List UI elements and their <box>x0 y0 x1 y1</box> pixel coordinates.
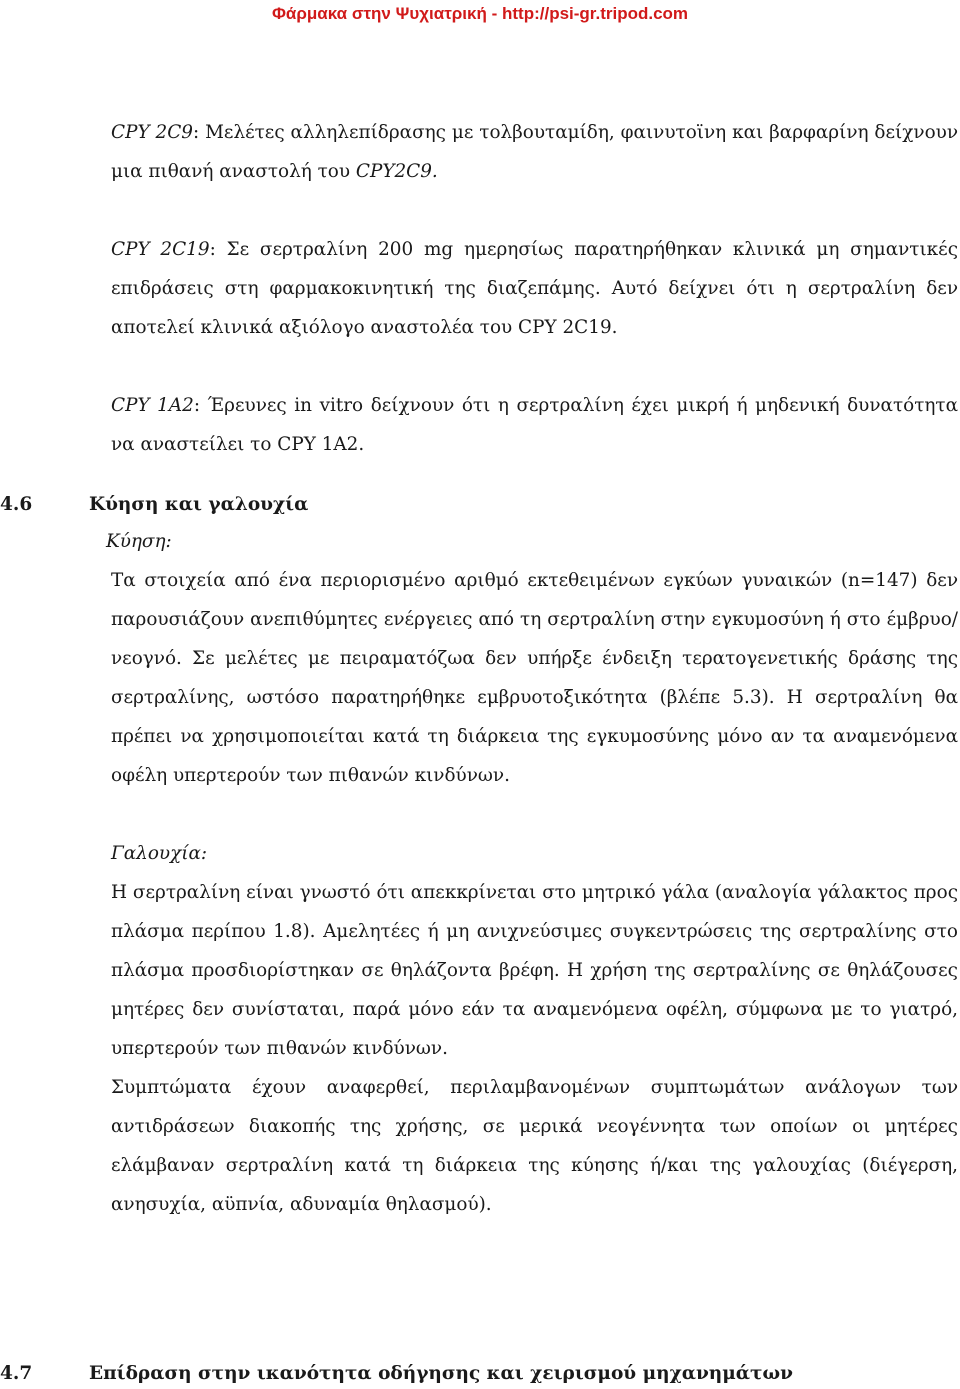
section-4-6 <box>0 494 958 1224</box>
section-4-6-heading <box>0 494 958 522</box>
pregnancy-label: Κύηση: <box>106 531 172 552</box>
document-body <box>0 113 959 1224</box>
lactation-paragraph: Η σερτραλίνη είναι γνωστό ότι απεκκρίνεται στο μητρικό γάλα (αναλογία γάλακτος προς πλάσμα περίπου 1.8). Αμελητέες ή μη ανιχνεύσιμες συγκεντρώσεις της σερτραλίνης στο πλάσμα προσδιορίστηκαν σε θηλάζοντα βρέφη. Η χρήση της σερτραλίνης σε θηλάζουσες μητέρες δεν συνίσταται, παρά μόνο εάν τα αναμενόμενα οφέλη, σύμφωνα με το γιατρό, υπερτερούν των πιθανών κινδύνων. <box>111 882 958 1059</box>
cyp1a2-label: CPY 1A2 <box>111 395 194 416</box>
section-4-6-number: 4.6 <box>0 494 33 515</box>
cyp2c19-label: CPY 2C19 <box>111 239 210 260</box>
cyp1a2-text: : Έρευνες in vitro δείχνουν ότι η σερτραλίνη έχει μικρή ή μηδενική δυνατότητα να αναστείλει το CPY 1A2. <box>111 395 958 455</box>
section-4-7-number: 4.7 <box>0 1363 33 1384</box>
cyp2c9-paragraph <box>111 113 958 191</box>
cyp2c9-text: : Μελέτες αλληλεπίδρασης με τολβουταμίδη, φαινυτοϊνη και βαρφαρίνη δείχνουν μια πιθανή αναστολή του <box>111 122 958 182</box>
section-4-7-title: Επίδραση στην ικανότητα οδήγησης και χειρισμού μηχανημάτων <box>89 1363 793 1384</box>
cyp1a2-paragraph <box>111 386 958 464</box>
pregnancy-paragraph: Τα στοιχεία από ένα περιορισμένο αριθμό εκτεθειμένων εγκύων γυναικών (n=147) δεν παρουσιάζουν ανεπιθύμητες ενέργειες από τη σερτραλίνη στην εγκυμοσύνη ή στο έμβρυο/νεογνό. Σε μελέτες με πειραματόζωα δεν υπήρξε ένδειξη τερατογενετικής δράσης της σερτραλίνης, ωστόσο παρατηρήθηκε εμβρυοτοξικότητα (βλέπε 5.3). Η σερτραλίνη θα πρέπει να χρησιμοποιείται κατά τη διάρκεια της εγκυμοσύνης μόνο αν τα αναμενόμενα οφέλη υπερτερούν των πιθανών κινδύνων. <box>111 570 958 786</box>
page-header: Φάρμακα στην Ψυχιατρική - http://psi-gr.tripod.com <box>271 4 689 23</box>
symptoms-paragraph: Συμπτώματα έχουν αναφερθεί, περιλαμβανομένων συμπτωμάτων ανάλογων των αντιδράσεων διακοπής της χρήσης, σε μερικά νεογέννητα των οποίων οι μητέρες ελάμβαναν σερτραλίνη κατά τη διάρκεια της κύησης ή/και της γαλουχίας (διέγερση, ανησυχία, αϋπνία, αδυναμία θηλασμού). <box>111 1077 958 1215</box>
section-4-6-title: Κύηση και γαλουχία <box>89 494 309 515</box>
cyp2c9-label: CPY 2C9 <box>111 122 193 143</box>
lactation-label: Γαλουχία: <box>111 843 208 864</box>
cyp2c19-paragraph <box>111 230 958 347</box>
cyp2c19-text: : Σε σερτραλίνη 200 mg ημερησίως παρατηρήθηκαν κλινικά μη σημαντικές επιδράσεις στη φαρμακοκινητική της διαζεπάμης. Αυτό δείχνει ότι η σερτραλίνη δεν αποτελεί κλινικά αξιόλογο αναστολέα του CPY 2C19. <box>111 239 959 338</box>
cyp2c9-label-end: CPY2C9. <box>355 161 438 182</box>
